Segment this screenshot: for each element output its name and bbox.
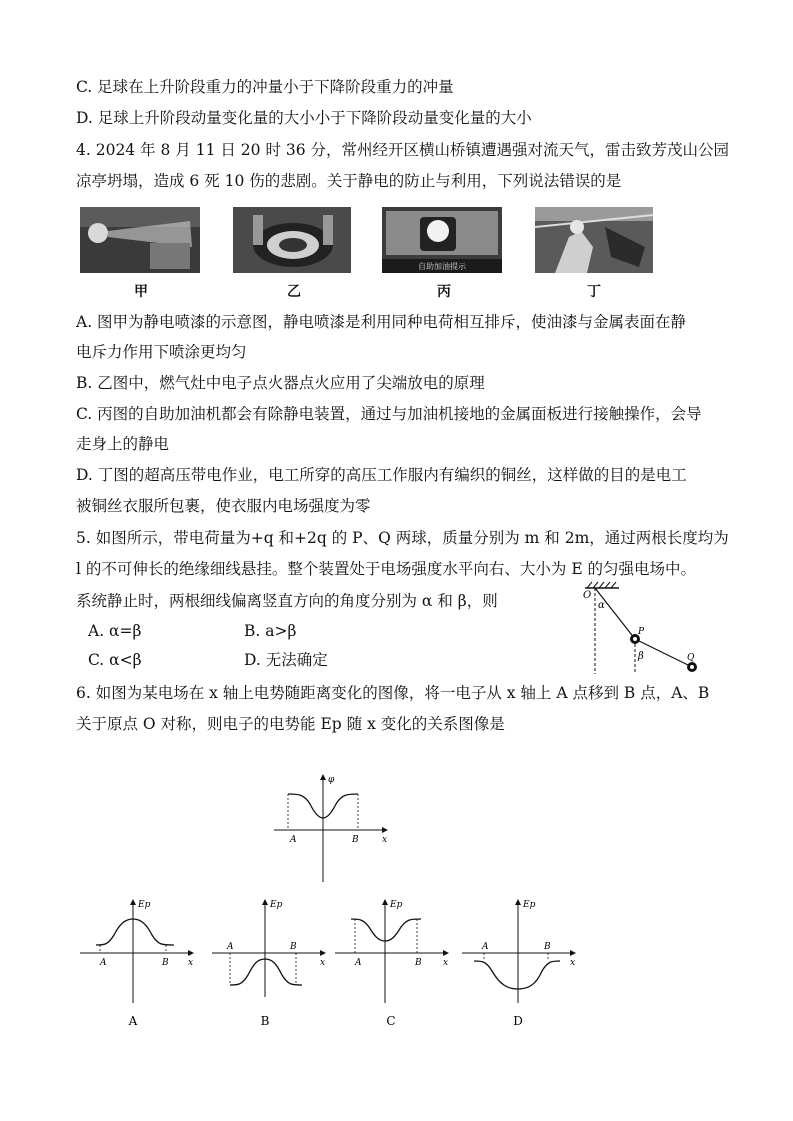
ep-axis-label: Ep — [523, 900, 536, 910]
q6-option-a-graph — [78, 893, 203, 1033]
point-b-label: B — [162, 958, 169, 968]
q6-stem-line2: 关于原点 O 对称，则电子的电势能 Ep 随 x 变化的关系图像是 — [76, 715, 505, 733]
q4-stem-line1: 4. 2024 年 8 月 11 日 20 时 36 分，常州经开区横山桥镇遭遇强对流天气，雷击致芳茂山公园 — [76, 141, 730, 159]
point-b-label: B — [352, 835, 359, 845]
label-q: Q — [687, 653, 695, 663]
ep-axis-label: Ep — [390, 900, 403, 910]
q6-option-b-graph — [210, 893, 335, 1033]
photo-jia-spray-painting — [80, 207, 200, 273]
q6-option-c-graph — [333, 893, 458, 1033]
point-a-label: A — [100, 958, 107, 968]
x-axis-label: x — [382, 835, 388, 845]
point-a-label: A — [290, 835, 297, 845]
q5-option-b: B. a>β — [244, 622, 297, 640]
photo-ding-live-line-work — [535, 207, 653, 273]
x-axis-label: x — [570, 958, 576, 968]
point-a-label: A — [355, 958, 362, 968]
option-d-caption: D — [513, 1014, 523, 1028]
q5-stem-line2: l 的不可伸长的绝缘细线悬挂。整个装置处于电场强度水平向右、大小为 E 的匀强电场中。 — [76, 560, 697, 578]
q4-option-b: B. 乙图中，燃气灶中电子点火器点火应用了尖端放电的原理 — [76, 374, 485, 392]
q4-option-a-line2: 电斥力作用下喷涂更均匀 — [76, 343, 247, 361]
phi-axis-label: φ — [328, 775, 335, 785]
ep-axis-label: Ep — [270, 900, 283, 910]
q5-option-c: C. α<β — [88, 651, 142, 669]
q5-stem-line1: 5. 如图所示，带电荷量为+q 和+2q 的 P、Q 两球，质量分别为 m 和 2m，通过两根长度均为 — [76, 529, 729, 547]
x-axis-label: x — [443, 958, 449, 968]
q4-option-d-line1: D. 丁图的超高压带电作业，电工所穿的高压工作服内有编织的铜丝，这样做的目的是电工 — [76, 466, 687, 484]
caption-bing: 丙 — [437, 284, 451, 300]
q3-option-d: D. 足球上升阶段动量变化量的大小小于下降阶段动量变化量的大小 — [76, 109, 532, 127]
label-o: O — [583, 590, 592, 601]
option-b-caption: B — [260, 1014, 270, 1028]
x-axis-label: x — [188, 958, 194, 968]
q6-option-d-graph — [460, 893, 585, 1033]
q5-pendulum-figure — [575, 580, 715, 680]
label-beta: β — [638, 651, 644, 662]
label-alpha: α — [598, 600, 605, 611]
x-axis-label: x — [320, 958, 326, 968]
point-b-label: B — [415, 958, 422, 968]
q6-stem-line1: 6. 如图为某电场在 x 轴上电势随距离变化的图像，将一电子从 x 轴上 A 点移到 B 点，A、B — [76, 684, 710, 702]
photo-sign-text: 自助加油提示 — [418, 262, 466, 271]
ep-axis-label: Ep — [138, 900, 151, 910]
q4-option-d-line2: 被铜丝衣服所包裹，使衣服内电场强度为零 — [76, 497, 371, 515]
q3-option-c: C. 足球在上升阶段重力的冲量小于下降阶段重力的冲量 — [76, 78, 454, 96]
q4-stem-line2: 凉亭坍塌，造成 6 死 10 伤的悲剧。关于静电的防止与利用，下列说法错误的是 — [76, 172, 622, 190]
q5-option-a: A. α=β — [88, 622, 142, 640]
point-b-label: B — [544, 942, 551, 952]
q4-option-c-line1: C. 丙图的自助加油机都会有除静电装置，通过与加油机接地的金属面板进行接触操作，会导 — [76, 405, 702, 423]
caption-jia: 甲 — [134, 284, 148, 300]
point-a-label: A — [227, 942, 234, 952]
caption-yi: 乙 — [287, 284, 301, 300]
point-a-label: A — [482, 942, 489, 952]
photo-yi-gas-stove — [233, 207, 351, 273]
label-p: P — [638, 627, 645, 637]
q4-option-a-line1: A. 图甲为静电喷漆的示意图，静电喷漆是利用同种电荷相互排斥，使油漆与金属表面在静 — [76, 313, 687, 331]
q5-stem-line3: 系统静止时，两根细线偏离竖直方向的角度分别为 α 和 β，则 — [76, 592, 498, 610]
caption-ding: 丁 — [587, 284, 601, 300]
option-c-caption: C — [386, 1014, 396, 1028]
point-b-label: B — [290, 942, 297, 952]
option-a-caption: A — [128, 1014, 138, 1028]
photo-bing-fuel-dispenser — [382, 207, 502, 273]
q4-option-c-line2: 走身上的静电 — [76, 435, 170, 453]
q5-option-d: D. 无法确定 — [244, 651, 328, 669]
q6-potential-graph — [270, 770, 395, 885]
